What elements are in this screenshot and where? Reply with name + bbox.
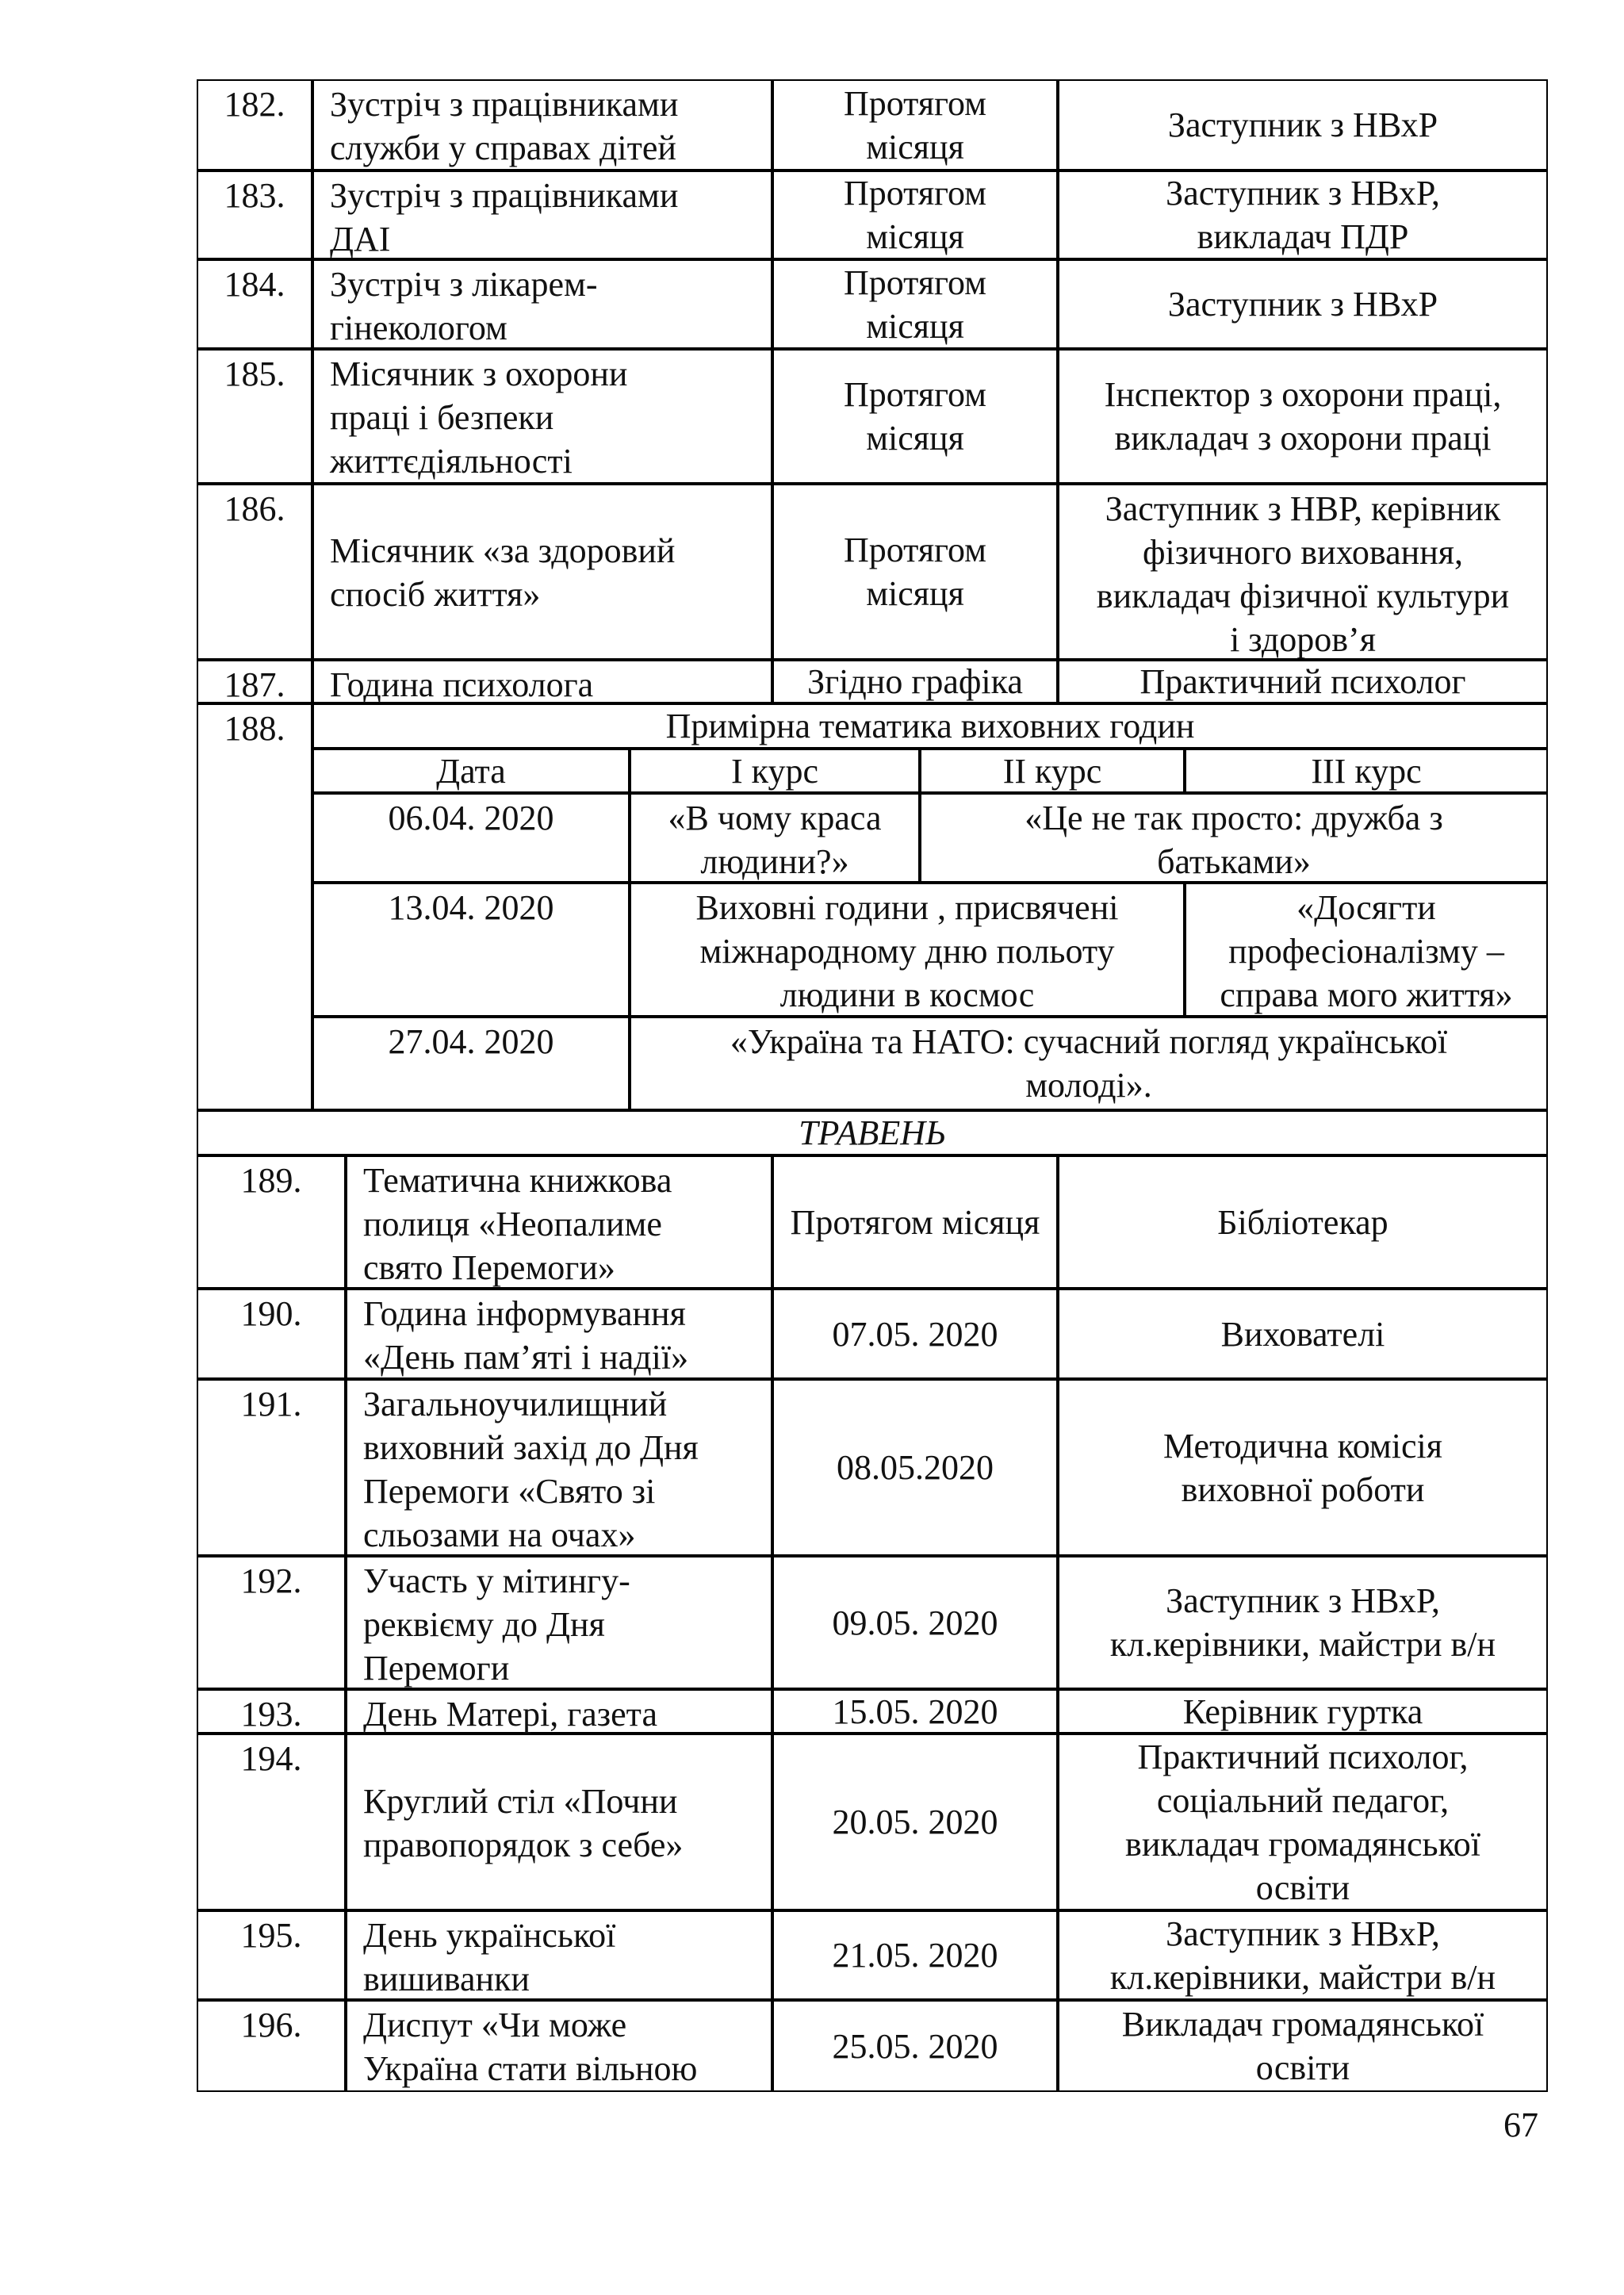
- event-cell-line: Круглий стіл «Почни: [363, 1781, 678, 1821]
- topic-course-2-3: [920, 793, 1548, 883]
- event-cell-line: Участь у мітингу-: [363, 1561, 630, 1600]
- responsible-cell-line: Практичний психолог: [1139, 662, 1466, 701]
- topics-header: [312, 749, 630, 793]
- topics-header-line: ІІІ курс: [1311, 751, 1422, 791]
- responsible-cell-line: Заступник з НВхР: [1167, 105, 1438, 144]
- row-number-line: 190.: [240, 1294, 302, 1333]
- event-cell: [346, 1689, 772, 1734]
- row-number: [197, 484, 312, 660]
- event-cell: [312, 484, 772, 660]
- topic-course-1-2-line: Виховні години , присвячені: [695, 888, 1119, 927]
- row-number-line: 185.: [224, 354, 285, 393]
- topics-header: [920, 749, 1185, 793]
- responsible-cell-line: викладач ПДР: [1197, 217, 1409, 256]
- row-number: [197, 1289, 346, 1379]
- topics-header-line: Дата: [436, 751, 506, 791]
- topic-date: [312, 793, 630, 883]
- responsible-cell: [1058, 170, 1548, 259]
- event-cell-line: служби у справах дітей: [330, 128, 676, 167]
- topic-date: [312, 883, 630, 1017]
- row-number-line: 196.: [240, 2006, 302, 2044]
- event-cell: [346, 1734, 772, 1910]
- responsible-cell-line: освіти: [1255, 2048, 1350, 2087]
- event-cell-line: реквієму до Дня: [363, 1605, 605, 1644]
- row-number-line: 182.: [224, 85, 285, 124]
- event-cell-line: «День пам’яті і надії»: [363, 1338, 689, 1377]
- responsible-cell-line: Заступник з НВхР,: [1166, 174, 1440, 213]
- term-cell-line: місяця: [866, 574, 964, 613]
- event-cell: [346, 1289, 772, 1379]
- event-cell-line: ДАІ: [330, 220, 391, 259]
- event-cell-line: Місячник «за здоровий: [330, 531, 676, 570]
- topic-course-1-2-line: людини в космос: [779, 975, 1035, 1014]
- responsible-cell-line: Заступник з НВхР,: [1166, 1581, 1440, 1620]
- topics-header-line: І курс: [731, 751, 818, 791]
- topic-course-1-line: людини?»: [700, 842, 849, 881]
- topics-header-line: ІІ курс: [1002, 751, 1102, 791]
- responsible-cell: [1058, 1155, 1548, 1289]
- term-cell: [772, 170, 1058, 259]
- event-cell-line: День української: [363, 1916, 616, 1955]
- row-number: [197, 1910, 346, 2000]
- term-cell: [772, 1734, 1058, 1910]
- responsible-cell: [1058, 259, 1548, 349]
- responsible-cell-line: Інспектор з охорони праці,: [1104, 375, 1502, 414]
- term-cell-line: Протягом: [843, 262, 987, 302]
- responsible-cell-line: соціальний педагог,: [1156, 1780, 1450, 1820]
- event-cell-line: спосіб життя»: [330, 575, 541, 614]
- topic-course-3-line: справа мого життя»: [1220, 975, 1513, 1014]
- row-number-line: 189.: [240, 1161, 302, 1200]
- responsible-cell: [1058, 1689, 1548, 1734]
- topic-course-all-line: «Україна та НАТО: сучасний погляд української: [730, 1022, 1448, 1061]
- term-cell: [772, 1689, 1058, 1734]
- topic-course-1-2: [630, 883, 1185, 1017]
- event-cell: [312, 349, 772, 484]
- topic-course-1-2-line: міжнародному дню польоту: [699, 932, 1115, 971]
- row-number: [197, 79, 312, 170]
- responsible-cell: [1058, 349, 1548, 484]
- responsible-cell-line: освіти: [1255, 1868, 1350, 1907]
- responsible-cell: [1058, 2000, 1548, 2092]
- responsible-cell-line: викладач громадянської: [1125, 1824, 1480, 1864]
- event-cell-line: Загальноучилищний: [363, 1385, 668, 1423]
- responsible-cell-line: виховної роботи: [1181, 1469, 1425, 1509]
- month-heading-line: ТРАВЕНЬ: [799, 1113, 946, 1152]
- topic-course-1-line: «В чому краса: [668, 799, 882, 837]
- term-cell: [772, 2000, 1058, 2092]
- row-number-line: 194.: [240, 1739, 302, 1778]
- responsible-cell: [1058, 1556, 1548, 1689]
- responsible-cell-line: Заступник з НВхР,: [1166, 1914, 1440, 1953]
- responsible-cell: [1058, 1910, 1548, 2000]
- event-cell-line: вишиванки: [363, 1960, 530, 1998]
- term-cell-line: Протягом: [843, 174, 987, 213]
- event-cell-line: Україна стати вільною: [363, 2049, 698, 2088]
- event-cell-line: Диспут «Чи може: [363, 2006, 627, 2044]
- row-number: [197, 1556, 346, 1689]
- responsible-cell-line: Заступник з НВР, керівник: [1105, 489, 1501, 528]
- topics-header: [630, 749, 920, 793]
- term-cell-line: 20.05. 2020: [832, 1803, 998, 1841]
- term-cell: [772, 660, 1058, 703]
- term-cell-line: місяця: [866, 217, 964, 256]
- responsible-cell-line: Викладач громадянської: [1121, 2005, 1484, 2044]
- term-cell-line: Протягом: [843, 83, 987, 123]
- topic-course-all-line: молоді».: [1025, 1066, 1152, 1105]
- event-cell-line: свято Перемоги»: [363, 1248, 615, 1287]
- event-cell: [346, 1379, 772, 1556]
- responsible-cell: [1058, 660, 1548, 703]
- row-number-line: 183.: [224, 176, 285, 215]
- event-cell-line: праці і безпеки: [330, 398, 554, 437]
- event-cell: [346, 1155, 772, 1289]
- responsible-cell-line: Методична комісія: [1163, 1426, 1442, 1466]
- row-number-line: 184.: [224, 265, 285, 304]
- event-cell: [346, 2000, 772, 2092]
- responsible-cell-line: кл.керівники, майстри в/н: [1109, 1957, 1496, 1997]
- row-number-line: 186.: [224, 489, 285, 528]
- topic-course-3-line: професіоналізму –: [1228, 932, 1504, 971]
- responsible-cell-line: Вихователі: [1220, 1314, 1385, 1354]
- responsible-cell: [1058, 1379, 1548, 1556]
- term-cell-line: місяця: [866, 127, 964, 167]
- responsible-cell-line: і здоров’я: [1230, 620, 1376, 659]
- topic-course-3-line: «Досягти: [1297, 888, 1436, 927]
- term-cell-line: Протягом: [843, 531, 987, 569]
- event-cell: [312, 170, 772, 259]
- responsible-cell-line: кл.керівники, майстри в/н: [1109, 1625, 1496, 1664]
- topic-course-2-3-line: «Це не так просто: дружба з: [1025, 799, 1443, 837]
- topic-course-2-3-line: батьками»: [1157, 842, 1311, 881]
- topic-course-3: [1185, 883, 1548, 1017]
- row-number-line: 192.: [240, 1561, 302, 1600]
- event-cell-line: Зустріч з працівниками: [330, 85, 679, 124]
- term-cell: [772, 1155, 1058, 1289]
- term-cell-line: місяця: [866, 306, 964, 346]
- event-cell-line: Година інформування: [363, 1294, 686, 1333]
- responsible-cell-line: викладач фізичної культури: [1096, 577, 1510, 615]
- responsible-cell-line: викладач з охорони праці: [1114, 419, 1492, 458]
- event-cell-line: виховний захід до Дня: [363, 1428, 699, 1467]
- responsible-cell: [1058, 1734, 1548, 1910]
- topic-course-all: [630, 1017, 1548, 1110]
- responsible-cell-line: Заступник з НВхР: [1167, 285, 1438, 324]
- term-cell: [772, 1556, 1058, 1689]
- term-cell-line: місяця: [866, 419, 964, 458]
- row-number: [197, 170, 312, 259]
- term-cell: [772, 79, 1058, 170]
- term-cell: [772, 259, 1058, 349]
- event-cell-line: гінекологом: [330, 308, 508, 347]
- row-number-line: 195.: [240, 1916, 302, 1955]
- term-cell: [772, 1910, 1058, 2000]
- term-cell-line: Протягом: [843, 375, 987, 414]
- topic-course-1: [630, 793, 920, 883]
- term-cell-line: Згідно графіка: [807, 662, 1023, 701]
- responsible-cell: [1058, 1289, 1548, 1379]
- term-cell: [772, 349, 1058, 484]
- page-number: 67: [1503, 2105, 1538, 2144]
- row-number: [197, 703, 312, 1110]
- term-cell-line: 21.05. 2020: [832, 1936, 998, 1975]
- term-cell-line: 09.05. 2020: [832, 1603, 998, 1642]
- topic-date-line: 27.04. 2020: [388, 1022, 554, 1061]
- event-cell-line: Місячник з охорони: [330, 354, 628, 393]
- row-number-line: 187.: [224, 665, 285, 704]
- responsible-cell: [1058, 484, 1548, 660]
- responsible-cell-line: Практичний психолог,: [1137, 1737, 1469, 1776]
- event-cell-line: Перемоги «Свято зі: [363, 1472, 656, 1511]
- event-cell-line: життєдіяльності: [330, 442, 573, 481]
- event-cell: [346, 1910, 772, 2000]
- responsible-cell-line: фізичного виховання,: [1143, 533, 1463, 572]
- topics-title: [312, 703, 1548, 749]
- row-number: [197, 259, 312, 349]
- term-cell-line: Протягом місяця: [790, 1202, 1040, 1242]
- topics-title-line: Примірна тематика виховних годин: [665, 707, 1195, 745]
- row-number-line: 193.: [240, 1695, 302, 1734]
- event-cell: [312, 259, 772, 349]
- event-cell-line: Перемоги: [363, 1649, 510, 1688]
- row-number: [197, 660, 312, 703]
- event-cell-line: Зустріч з працівниками: [330, 176, 679, 215]
- row-number: [197, 2000, 346, 2092]
- topics-header: [1185, 749, 1548, 793]
- event-cell-line: правопорядок з себе»: [363, 1825, 684, 1864]
- schedule-table: [197, 79, 1548, 2092]
- month-heading: [197, 1110, 1548, 1155]
- event-cell: [312, 79, 772, 170]
- row-number: [197, 1379, 346, 1556]
- row-number: [197, 1689, 346, 1734]
- responsible-cell-line: Бібліотекар: [1217, 1202, 1388, 1242]
- row-number-line: 191.: [240, 1385, 302, 1423]
- event-cell-line: День Матері, газета: [363, 1695, 657, 1734]
- term-cell-line: 25.05. 2020: [832, 2026, 998, 2066]
- term-cell-line: 15.05. 2020: [832, 1692, 998, 1731]
- responsible-cell: [1058, 79, 1548, 170]
- event-cell: [312, 660, 772, 703]
- topic-date: [312, 1017, 630, 1110]
- term-cell: [772, 1289, 1058, 1379]
- event-cell: [346, 1556, 772, 1689]
- term-cell-line: 08.05.2020: [837, 1448, 994, 1487]
- row-number-line: 188.: [224, 709, 285, 748]
- event-cell-line: Тематична книжкова: [363, 1161, 672, 1200]
- event-cell-line: Зустріч з лікарем-: [330, 265, 598, 304]
- row-number: [197, 1734, 346, 1910]
- event-cell-line: полиця «Неопалиме: [363, 1205, 662, 1243]
- event-cell-line: сльозами на очах»: [363, 1515, 636, 1554]
- event-cell-line: Година психолога: [330, 665, 594, 704]
- row-number: [197, 1155, 346, 1289]
- row-number: [197, 349, 312, 484]
- responsible-cell-line: Керівник гуртка: [1182, 1692, 1423, 1731]
- term-cell: [772, 1379, 1058, 1556]
- topic-date-line: 13.04. 2020: [388, 888, 554, 927]
- term-cell: [772, 484, 1058, 660]
- term-cell-line: 07.05. 2020: [832, 1314, 998, 1354]
- topic-date-line: 06.04. 2020: [388, 799, 554, 837]
